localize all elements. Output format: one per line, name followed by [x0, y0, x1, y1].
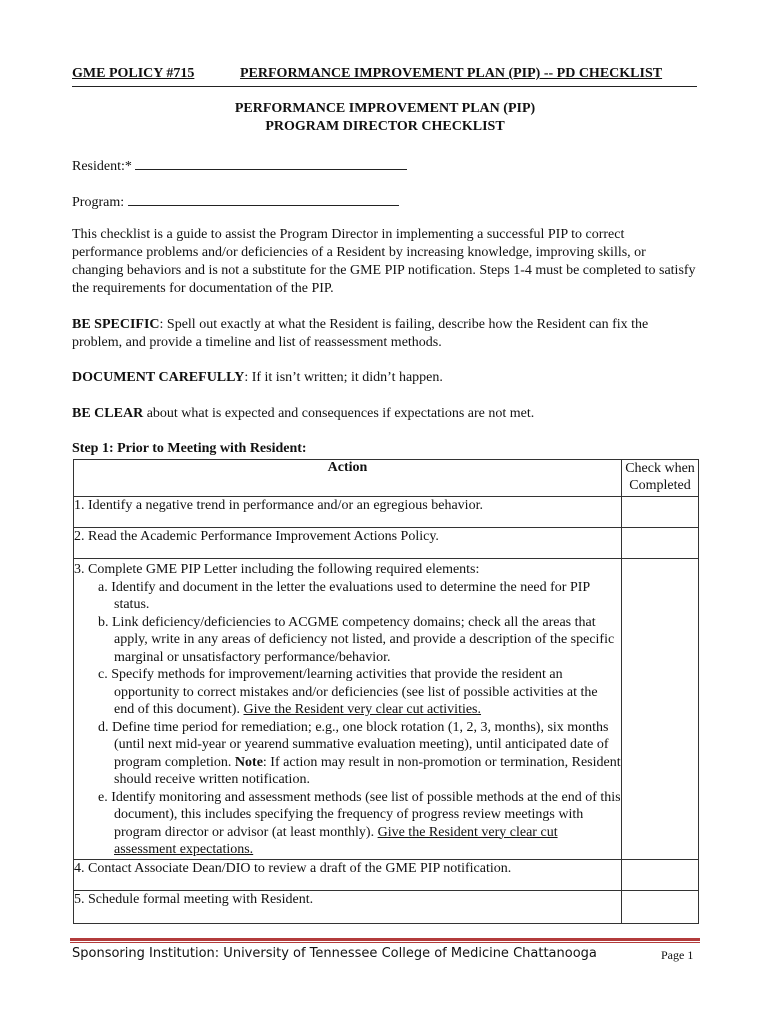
- action-column-header: Action: [74, 460, 622, 497]
- action-item-3d: [98, 719, 621, 789]
- action-item-3e-emphasis: Give the Resident very clear cut assessment expectations.: [114, 824, 558, 857]
- be-specific-paragraph: [72, 316, 697, 352]
- be-clear-text: about what is expected and consequences if expectations are not met.: [143, 406, 535, 421]
- resident-field: [72, 155, 407, 175]
- table-header-row: [74, 460, 699, 497]
- program-input[interactable]: [128, 191, 399, 206]
- document-carefully-label: DOCUMENT CAREFULLY: [72, 370, 245, 385]
- action-item-3c-emphasis: Give the Resident very clear cut activities.: [243, 702, 482, 717]
- action-item-4: 4. Contact Associate Dean/DIO to review a draft of the GME PIP notification.: [74, 859, 622, 890]
- action-item-3d-text: d. Define time period for remediation; e.g., one block rotation (1, 2, 3, months), six months (until next mid-year or yearend summative evaluation meeting), until anticipated date of program completion.: [98, 719, 609, 770]
- action-item-2: 2. Read the Academic Performance Improvement Actions Policy.: [74, 528, 622, 559]
- header-title: PERFORMANCE IMPROVEMENT PLAN (PIP) -- PD CHECKLIST: [240, 66, 663, 81]
- be-specific-label: BE SPECIFIC: [72, 317, 160, 332]
- footer-institution: Sponsoring Institution: University of Tennessee College of Medicine Chattanooga: [72, 946, 597, 961]
- footer-divider-thin: [70, 942, 700, 943]
- table-row: [74, 559, 699, 860]
- action-item-3c: [98, 666, 621, 719]
- header-policy: GME POLICY #715: [72, 66, 195, 81]
- check-cell-4[interactable]: [622, 859, 699, 890]
- resident-input[interactable]: [135, 155, 407, 170]
- be-clear-label: BE CLEAR: [72, 406, 144, 421]
- program-field: [72, 191, 399, 211]
- check-header-line1: Check when: [625, 461, 695, 476]
- action-item-3c-text: c. Specify methods for improvement/learning activities that provide the resident an opportunity to correct mistakes and/or deficiencies (see list of possible activities at the end of this document).: [98, 667, 598, 717]
- resident-label: Resident:*: [72, 159, 132, 174]
- table-row: [74, 497, 699, 528]
- doc-title-line1: PERFORMANCE IMPROVEMENT PLAN (PIP): [234, 101, 536, 116]
- step1-heading: Step 1: Prior to Meeting with Resident:: [72, 441, 307, 456]
- action-item-3e-text: e. Identify monitoring and assessment methods (see list of possible methods at the end of this document), this includes specifying the frequency of progress review meetings with program director or advisor (at least monthly).: [98, 789, 621, 840]
- document-carefully-text: : If it isn’t written; it didn’t happen.: [244, 370, 443, 385]
- check-cell-3[interactable]: [622, 559, 699, 860]
- action-item-3-text: 3. Complete GME PIP Letter including the following required elements:: [74, 562, 480, 577]
- footer-page-number: Page 1: [661, 948, 694, 962]
- check-cell-5[interactable]: [622, 890, 699, 923]
- action-item-3d-rest: : If action may result in non-promotion or termination, Resident should receive written notification.: [114, 754, 621, 787]
- action-item-3a: a. Identify and document in the letter the evaluations used to determine the need for PIP status.: [98, 579, 590, 612]
- check-cell-1[interactable]: [622, 497, 699, 528]
- check-cell-2[interactable]: [622, 528, 699, 559]
- action-item-5: 5. Schedule formal meeting with Resident.: [74, 890, 622, 923]
- document-carefully-paragraph: [72, 369, 697, 387]
- doc-title-line2: PROGRAM DIRECTOR CHECKLIST: [265, 119, 505, 134]
- footer-divider-thick: [70, 938, 700, 941]
- intro-paragraph: This checklist is a guide to assist the Program Director in implementing a successful PIP to correct performance problems and/or deficiencies of a Resident by increasing knowledge, improving skills, or changing behaviors and is not a substitute for the GME PIP notification. Steps 1-4 must be completed to satisfy the requirements for documentation of the PIP.: [72, 227, 696, 296]
- program-label: Program:: [72, 195, 125, 210]
- action-item-3b: b. Link deficiency/deficiencies to ACGME competency domains; check all the areas that apply, write in any areas of deficiency not listed, and provide a description of the specific marginal or unsatisfactory performance/behavior.: [98, 614, 615, 665]
- table-row: [74, 890, 699, 923]
- header-divider: [72, 86, 697, 87]
- action-item-1: 1. Identify a negative trend in performance and/or an egregious behavior.: [74, 497, 622, 528]
- step1-checklist-table: [73, 459, 699, 924]
- table-row: [74, 528, 699, 559]
- action-item-3e: [98, 789, 621, 859]
- action-item-3d-note: Note: [234, 754, 263, 770]
- be-specific-text: : Spell out exactly at what the Resident is failing, describe how the Resident can fix the problem, and provide a timeline and list of reassessment methods.: [72, 317, 649, 350]
- check-column-header: [622, 460, 699, 497]
- table-row: [74, 859, 699, 890]
- action-item-3: [74, 559, 622, 860]
- be-clear-paragraph: [72, 405, 697, 423]
- check-header-line2: Completed: [629, 478, 691, 493]
